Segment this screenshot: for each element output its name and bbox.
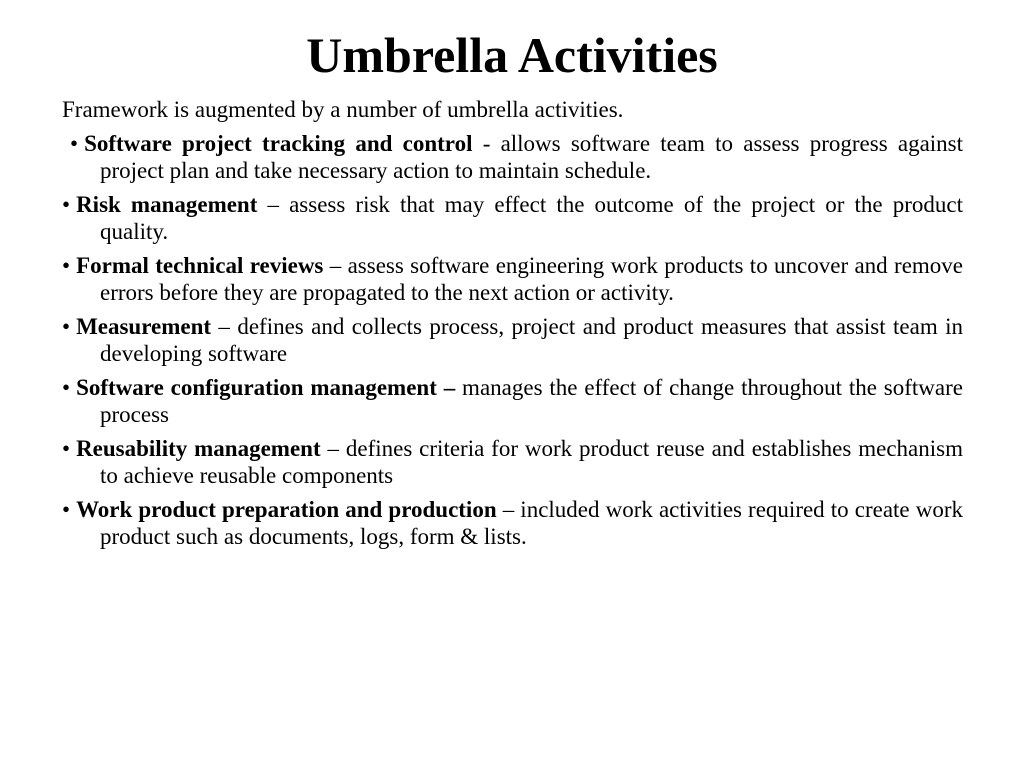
bullet-item xyxy=(62,435,963,490)
bullet-item xyxy=(62,191,963,246)
bullet-icon: • xyxy=(62,252,71,278)
bullet-icon: • xyxy=(70,130,79,156)
bullet-item xyxy=(62,130,963,185)
bullet-icon: • xyxy=(62,496,71,522)
bullet-term: Measurement xyxy=(76,313,212,339)
bullet-icon: • xyxy=(62,435,71,461)
bullet-icon: • xyxy=(62,313,71,339)
bullet-term: Risk management xyxy=(76,191,258,217)
bullet-term: Work product preparation and production xyxy=(76,496,497,522)
bullet-description: – assess risk that may effect the outcome of the project or the product quality. xyxy=(100,191,963,244)
bullet-list xyxy=(62,130,963,551)
bullet-icon: • xyxy=(62,191,71,217)
slide-content xyxy=(62,96,963,557)
bullet-item xyxy=(62,313,963,368)
bullet-term: Formal technical reviews xyxy=(76,252,324,278)
bullet-description: – defines criteria for work product reuse and establishes mechanism to achieve reusable components xyxy=(100,435,963,488)
bullet-item xyxy=(62,252,963,307)
bullet-term: Software configuration management – xyxy=(76,374,456,400)
bullet-description: – assess software engineering work products to uncover and remove errors before they are propagated to the next action or activity. xyxy=(100,252,963,305)
intro-text: Framework is augmented by a number of umbrella activities. xyxy=(62,97,624,122)
bullet-icon: • xyxy=(62,374,71,400)
bullet-description: - allows software team to assess progress against project plan and take necessary action to maintain schedule. xyxy=(100,130,964,183)
slide-title: Umbrella Activities xyxy=(306,27,718,83)
bullet-item xyxy=(62,496,963,551)
bullet-description: – defines and collects process, project and product measures that assist team in developing software xyxy=(100,313,963,366)
bullet-description: manages the effect of change throughout the software process xyxy=(100,374,963,427)
bullet-term: Reusability management xyxy=(76,435,321,461)
bullet-description: – included work activities required to create work product such as documents, logs, form & lists. xyxy=(100,496,963,549)
bullet-item xyxy=(62,374,963,429)
bullet-term: Software project tracking and control xyxy=(84,130,473,156)
